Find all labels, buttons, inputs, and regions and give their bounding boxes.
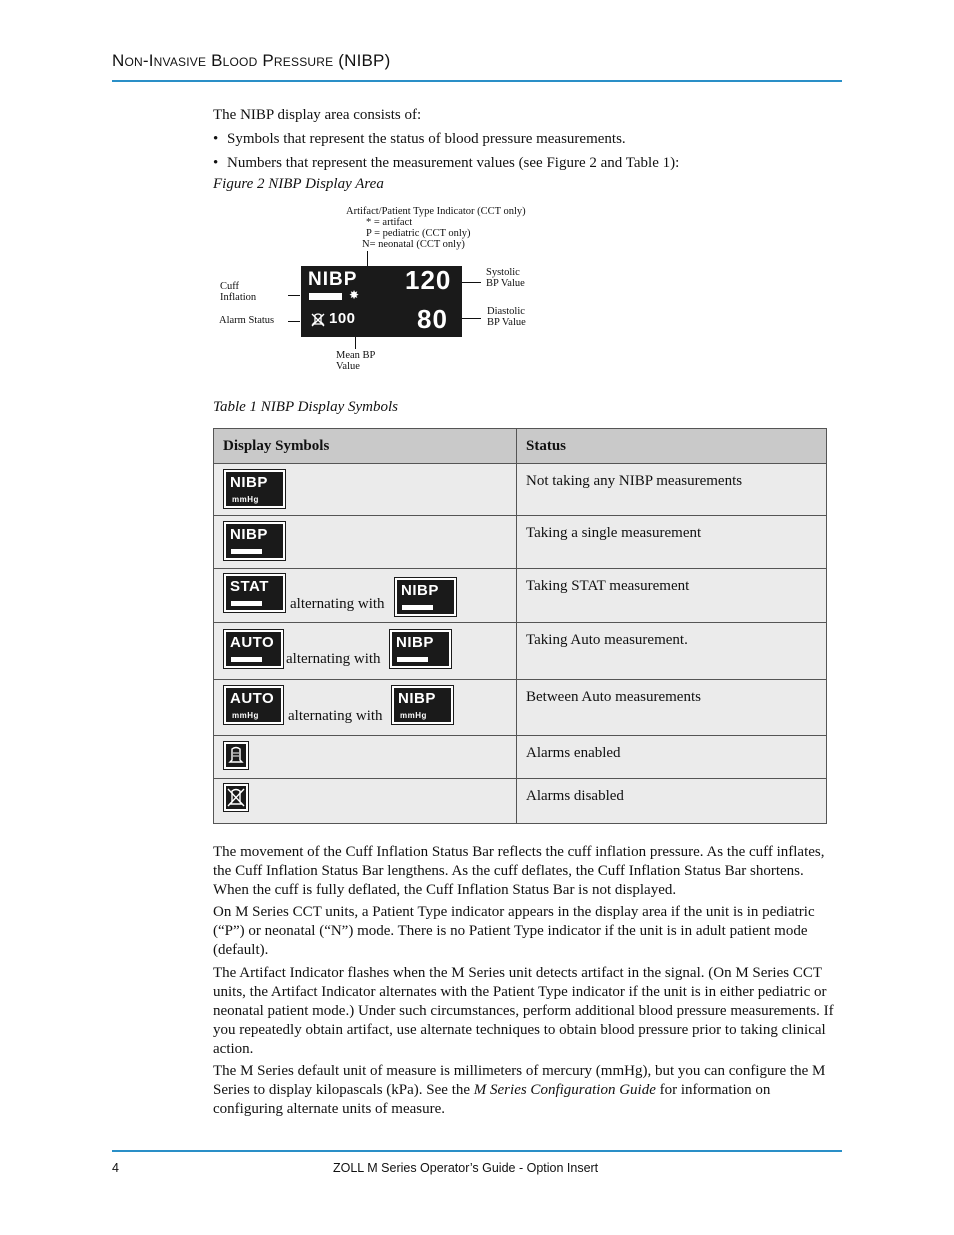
auto-bar-icon bbox=[224, 630, 283, 668]
icon-label: STAT bbox=[230, 578, 269, 595]
display-nibp-label: NIBP bbox=[308, 269, 358, 290]
table-header: Display Symbols bbox=[214, 429, 517, 464]
nibp-display-panel bbox=[301, 266, 462, 337]
body-paragraph: The Artifact Indicator flashes when the M Series unit detects artifact in the signal. (On M Series CCT units, the Artifact Indicator alternates with the Patient Type indicator if the unit is in either pediatric or neonatal patient mode.) Under such circumstances, perform additional blood pressure measurements. If you repeatedly obtain artifact, use alternate techniques to obtain blood pressure prior to taking clinical action. bbox=[213, 965, 834, 1057]
status-cell: Alarms disabled bbox=[517, 779, 827, 824]
status-cell: Not taking any NIBP measurements bbox=[517, 464, 827, 516]
footer-title: ZOLL M Series Operator’s Guide - Option Insert bbox=[333, 1161, 599, 1175]
alternating-text: alternating with bbox=[286, 651, 381, 667]
artifact-callout-title: Artifact/Patient Type Indicator (CCT only) bbox=[346, 206, 526, 217]
bell-icon bbox=[226, 744, 246, 767]
body-paragraph: On M Series CCT units, a Patient Type indicator appears in the display area if the unit is in pediatric (“P”) or neonatal (“N”) mode. There is no Patient Type indicator if the unit is in adult patient mode (default). bbox=[213, 904, 815, 958]
guide-title: M Series Configuration Guide bbox=[473, 1082, 656, 1098]
status-cell: Taking STAT measurement bbox=[517, 569, 827, 623]
symbol-cell bbox=[214, 736, 517, 779]
icon-label: NIBP bbox=[396, 634, 434, 651]
bullet-item: • Symbols that represent the status of blood pressure measurements. bbox=[213, 131, 626, 147]
cuff-leader bbox=[288, 295, 300, 296]
footer-rule bbox=[112, 1150, 842, 1152]
alarm-callout: Alarm Status bbox=[219, 315, 275, 326]
nibp-mmhg-icon bbox=[224, 470, 285, 508]
alarm-leader bbox=[288, 321, 300, 322]
artifact-callout-line: P = pediatric (CCT only) bbox=[366, 228, 471, 239]
icon-bar bbox=[231, 549, 262, 554]
diastolic-leader bbox=[462, 318, 481, 319]
cuff-callout: Inflation bbox=[220, 292, 257, 303]
icon-label: NIBP bbox=[230, 474, 268, 491]
symbol-cell bbox=[214, 680, 517, 736]
figure-caption: Figure 2 NIBP Display Area bbox=[213, 176, 384, 192]
bullet-item: • Numbers that represent the measurement values (see Figure 2 and Table 1): bbox=[213, 155, 680, 171]
stat-bar-icon bbox=[224, 574, 285, 612]
icon-label: NIBP bbox=[398, 690, 436, 707]
icon-bar bbox=[402, 605, 433, 610]
symbol-cell bbox=[214, 464, 517, 516]
mean-callout: Mean BP bbox=[336, 350, 376, 361]
mean-callout: Value bbox=[336, 361, 360, 372]
icon-label: NIBP bbox=[401, 582, 439, 599]
mean-value: 100 bbox=[329, 310, 356, 327]
status-cell: Taking a single measurement bbox=[517, 516, 827, 569]
table-row bbox=[214, 736, 827, 779]
table-caption: Table 1 NIBP Display Symbols bbox=[213, 399, 399, 415]
status-cell: Alarms enabled bbox=[517, 736, 827, 779]
bell-crossed-icon bbox=[226, 786, 246, 809]
table-header-row bbox=[214, 429, 827, 464]
icon-label: NIBP bbox=[230, 526, 268, 543]
paragraph-text: for information on configuring alternate units of measure. bbox=[213, 1082, 771, 1117]
systolic-callout: Systolic bbox=[486, 267, 520, 278]
mean-leader bbox=[355, 337, 356, 349]
icon-label: AUTO bbox=[230, 634, 275, 651]
artifact-callout-line: * = artifact bbox=[366, 217, 413, 228]
page-title: Non-Invasive Blood Pressure (NIBP) bbox=[112, 51, 391, 70]
systolic-leader bbox=[462, 282, 481, 283]
diastolic-value: 80 bbox=[417, 304, 448, 334]
icon-bar bbox=[231, 657, 262, 662]
nibp-bar-icon bbox=[224, 522, 285, 560]
alarm-disabled-icon bbox=[311, 312, 325, 327]
alarm-enabled-icon bbox=[224, 742, 248, 769]
symbol-cell bbox=[214, 779, 517, 824]
artifact-callout-line: N= neonatal (CCT only) bbox=[362, 239, 465, 250]
table-row bbox=[214, 779, 827, 824]
icon-unit: mmHg bbox=[400, 711, 427, 720]
alternating-text: alternating with bbox=[290, 596, 385, 612]
status-cell: Between Auto measurements bbox=[517, 680, 827, 736]
icon-unit: mmHg bbox=[232, 495, 259, 504]
bullet-text: Numbers that represent the measurement values (see Figure 2 and Table 1): bbox=[227, 155, 680, 171]
table-row bbox=[214, 464, 827, 516]
icon-label: AUTO bbox=[230, 690, 275, 707]
nibp-mmhg-icon bbox=[392, 686, 453, 724]
symbol-cell bbox=[214, 623, 517, 680]
paragraph-text: The M Series default unit of measure is millimeters of mercury (mmHg), but you can configure the M Series to display kilopascals (kPa). See the bbox=[213, 1063, 826, 1098]
icon-bar bbox=[231, 601, 262, 606]
symbol-cell bbox=[214, 569, 517, 623]
alarm-disabled-icon bbox=[224, 784, 248, 811]
body-paragraph: The movement of the Cuff Inflation Status Bar reflects the cuff inflation pressure. As the cuff inflates, the Cuff Inflation Status Bar lengthens. As the cuff deflates, the Cuff Inflation Status Bar shortens. When the cuff is fully deflated, the Cuff Inflation Status Bar is not displayed. bbox=[213, 844, 825, 898]
systolic-callout: BP Value bbox=[486, 278, 525, 289]
nibp-bar-icon bbox=[390, 630, 451, 668]
auto-mmhg-icon bbox=[224, 686, 283, 724]
bullet-text: Symbols that represent the status of blood pressure measurements. bbox=[227, 131, 626, 147]
nibp-bar-icon bbox=[395, 578, 456, 616]
alternating-text: alternating with bbox=[288, 708, 383, 724]
artifact-indicator: ✸ bbox=[349, 288, 360, 302]
header-rule bbox=[112, 80, 842, 82]
nibp-symbols-table bbox=[213, 428, 827, 824]
table-header: Status bbox=[517, 429, 827, 464]
table-row bbox=[214, 680, 827, 736]
cuff-inflation-bar bbox=[309, 293, 342, 300]
table-row bbox=[214, 516, 827, 569]
systolic-value: 120 bbox=[405, 265, 452, 295]
diastolic-callout: Diastolic bbox=[487, 306, 525, 317]
body-paragraph bbox=[213, 1062, 843, 1119]
diastolic-callout: BP Value bbox=[487, 317, 526, 328]
table-row bbox=[214, 623, 827, 680]
page-number: 4 bbox=[112, 1161, 119, 1175]
status-cell: Taking Auto measurement. bbox=[517, 623, 827, 680]
table-row bbox=[214, 569, 827, 623]
icon-unit: mmHg bbox=[232, 711, 259, 720]
icon-bar bbox=[397, 657, 428, 662]
intro-lead: The NIBP display area consists of: bbox=[213, 107, 422, 123]
symbol-cell bbox=[214, 516, 517, 569]
cuff-callout: Cuff bbox=[220, 281, 240, 292]
